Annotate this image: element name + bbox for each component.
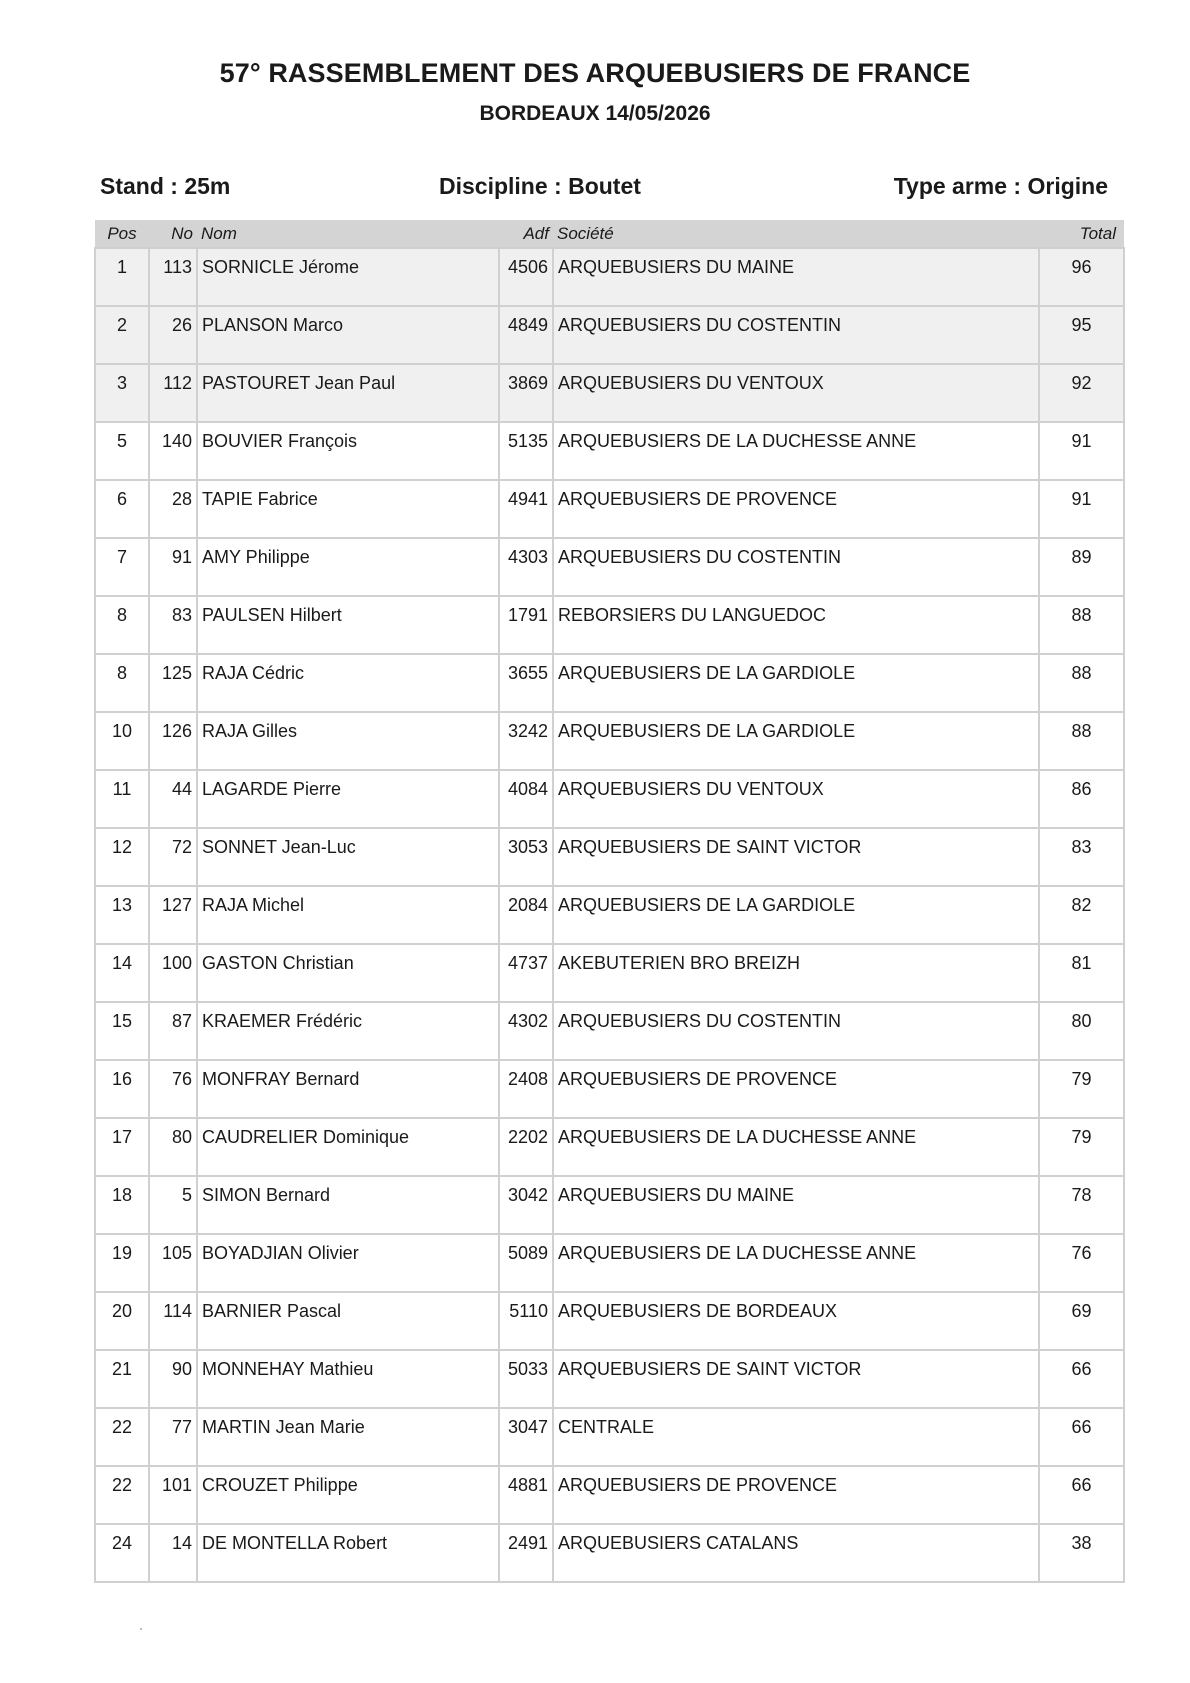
cell-total: 91	[1039, 422, 1124, 480]
cell-pos: 5	[95, 422, 149, 480]
cell-societe: ARQUEBUSIERS CATALANS	[553, 1524, 1039, 1582]
cell-pos: 8	[95, 654, 149, 712]
cell-pos: 8	[95, 596, 149, 654]
col-header-nom: Nom	[197, 220, 499, 248]
table-row	[95, 538, 1124, 596]
cell-nom: PASTOURET Jean Paul	[197, 364, 499, 422]
cell-pos: 21	[95, 1350, 149, 1408]
cell-adf: 3242	[499, 712, 553, 770]
cell-pos: 14	[95, 944, 149, 1002]
cell-no: 80	[149, 1118, 197, 1176]
cell-total: 66	[1039, 1466, 1124, 1524]
cell-nom: TAPIE Fabrice	[197, 480, 499, 538]
table-row	[95, 1292, 1124, 1350]
table-row	[95, 1350, 1124, 1408]
weapon-type-label: Type arme : Origine	[893, 173, 1108, 199]
cell-nom: SIMON Bernard	[197, 1176, 499, 1234]
cell-nom: RAJA Cédric	[197, 654, 499, 712]
col-header-no: No	[149, 220, 197, 248]
cell-pos: 13	[95, 886, 149, 944]
cell-total: 96	[1039, 248, 1124, 306]
cell-nom: LAGARDE Pierre	[197, 770, 499, 828]
cell-societe: ARQUEBUSIERS DU VENTOUX	[553, 770, 1039, 828]
cell-adf: 4303	[499, 538, 553, 596]
cell-nom: PAULSEN Hilbert	[197, 596, 499, 654]
cell-societe: ARQUEBUSIERS DU COSTENTIN	[553, 538, 1039, 596]
cell-no: 90	[149, 1350, 197, 1408]
cell-nom: MONNEHAY Mathieu	[197, 1350, 499, 1408]
cell-societe: ARQUEBUSIERS DU VENTOUX	[553, 364, 1039, 422]
cell-no: 105	[149, 1234, 197, 1292]
cell-no: 125	[149, 654, 197, 712]
cell-total: 81	[1039, 944, 1124, 1002]
cell-pos: 20	[95, 1292, 149, 1350]
table-row	[95, 828, 1124, 886]
table-header-row	[95, 220, 1124, 248]
table-row	[95, 1002, 1124, 1060]
cell-adf: 2408	[499, 1060, 553, 1118]
cell-no: 112	[149, 364, 197, 422]
cell-pos: 11	[95, 770, 149, 828]
cell-total: 66	[1039, 1350, 1124, 1408]
cell-nom: CAUDRELIER Dominique	[197, 1118, 499, 1176]
cell-adf: 4941	[499, 480, 553, 538]
cell-nom: RAJA Michel	[197, 886, 499, 944]
cell-no: 77	[149, 1408, 197, 1466]
cell-pos: 10	[95, 712, 149, 770]
table-row	[95, 770, 1124, 828]
cell-total: 66	[1039, 1408, 1124, 1466]
discipline-label: Discipline : Boutet	[439, 173, 641, 199]
table-row	[95, 422, 1124, 480]
table-row	[95, 1524, 1124, 1582]
cell-total: 38	[1039, 1524, 1124, 1582]
table-row	[95, 480, 1124, 538]
cell-pos: 19	[95, 1234, 149, 1292]
cell-nom: MONFRAY Bernard	[197, 1060, 499, 1118]
cell-adf: 3869	[499, 364, 553, 422]
cell-societe: ARQUEBUSIERS DU MAINE	[553, 1176, 1039, 1234]
cell-pos: 15	[95, 1002, 149, 1060]
cell-pos: 6	[95, 480, 149, 538]
table-row	[95, 712, 1124, 770]
table-row	[95, 1176, 1124, 1234]
cell-societe: ARQUEBUSIERS DE SAINT VICTOR	[553, 828, 1039, 886]
cell-adf: 4506	[499, 248, 553, 306]
cell-societe: ARQUEBUSIERS DU COSTENTIN	[553, 1002, 1039, 1060]
cell-no: 76	[149, 1060, 197, 1118]
cell-societe: ARQUEBUSIERS DE PROVENCE	[553, 1060, 1039, 1118]
cell-pos: 17	[95, 1118, 149, 1176]
cell-pos: 16	[95, 1060, 149, 1118]
cell-adf: 3047	[499, 1408, 553, 1466]
cell-societe: ARQUEBUSIERS DU MAINE	[553, 248, 1039, 306]
cell-nom: KRAEMER Frédéric	[197, 1002, 499, 1060]
cell-total: 79	[1039, 1060, 1124, 1118]
cell-societe: ARQUEBUSIERS DU COSTENTIN	[553, 306, 1039, 364]
cell-societe: CENTRALE	[553, 1408, 1039, 1466]
cell-total: 76	[1039, 1234, 1124, 1292]
cell-nom: CROUZET Philippe	[197, 1466, 499, 1524]
cell-adf: 4849	[499, 306, 553, 364]
cell-no: 91	[149, 538, 197, 596]
cell-total: 92	[1039, 364, 1124, 422]
cell-societe: ARQUEBUSIERS DE LA GARDIOLE	[553, 886, 1039, 944]
cell-pos: 7	[95, 538, 149, 596]
cell-nom: BARNIER Pascal	[197, 1292, 499, 1350]
table-row	[95, 1234, 1124, 1292]
table-row	[95, 1466, 1124, 1524]
cell-societe: ARQUEBUSIERS DE BORDEAUX	[553, 1292, 1039, 1350]
cell-no: 127	[149, 886, 197, 944]
cell-total: 88	[1039, 654, 1124, 712]
cell-total: 80	[1039, 1002, 1124, 1060]
cell-no: 72	[149, 828, 197, 886]
cell-pos: 22	[95, 1466, 149, 1524]
cell-adf: 2084	[499, 886, 553, 944]
cell-societe: AKEBUTERIEN BRO BREIZH	[553, 944, 1039, 1002]
cell-adf: 4084	[499, 770, 553, 828]
cell-no: 5	[149, 1176, 197, 1234]
cell-adf: 4737	[499, 944, 553, 1002]
table-row	[95, 654, 1124, 712]
cell-adf: 3042	[499, 1176, 553, 1234]
cell-total: 79	[1039, 1118, 1124, 1176]
cell-total: 78	[1039, 1176, 1124, 1234]
cell-total: 86	[1039, 770, 1124, 828]
cell-adf: 5110	[499, 1292, 553, 1350]
cell-total: 88	[1039, 712, 1124, 770]
cell-adf: 3053	[499, 828, 553, 886]
cell-no: 101	[149, 1466, 197, 1524]
cell-societe: ARQUEBUSIERS DE PROVENCE	[553, 480, 1039, 538]
cell-no: 83	[149, 596, 197, 654]
table-row	[95, 1060, 1124, 1118]
cell-total: 91	[1039, 480, 1124, 538]
table-row	[95, 886, 1124, 944]
col-header-societe: Société	[553, 220, 1039, 248]
table-row	[95, 1118, 1124, 1176]
cell-no: 114	[149, 1292, 197, 1350]
cell-total: 88	[1039, 596, 1124, 654]
cell-total: 69	[1039, 1292, 1124, 1350]
col-header-adf: Adf	[499, 220, 553, 248]
cell-no: 87	[149, 1002, 197, 1060]
cell-adf: 2491	[499, 1524, 553, 1582]
cell-total: 95	[1039, 306, 1124, 364]
cell-societe: ARQUEBUSIERS DE LA GARDIOLE	[553, 654, 1039, 712]
stand-label: Stand : 25m	[100, 173, 231, 199]
cell-nom: DE MONTELLA Robert	[197, 1524, 499, 1582]
cell-no: 140	[149, 422, 197, 480]
cell-societe: ARQUEBUSIERS DE LA GARDIOLE	[553, 712, 1039, 770]
cell-adf: 3655	[499, 654, 553, 712]
cell-nom: RAJA Gilles	[197, 712, 499, 770]
cell-nom: BOYADJIAN Olivier	[197, 1234, 499, 1292]
cell-no: 26	[149, 306, 197, 364]
cell-no: 113	[149, 248, 197, 306]
cell-pos: 1	[95, 248, 149, 306]
page-title: 57° RASSEMBLEMENT DES ARQUEBUSIERS DE FRANCE	[219, 58, 971, 88]
cell-pos: 22	[95, 1408, 149, 1466]
cell-societe: REBORSIERS DU LANGUEDOC	[553, 596, 1039, 654]
col-header-total: Total	[1039, 220, 1124, 248]
cell-adf: 5135	[499, 422, 553, 480]
table-row	[95, 1408, 1124, 1466]
cell-total: 89	[1039, 538, 1124, 596]
cell-no: 44	[149, 770, 197, 828]
cell-societe: ARQUEBUSIERS DE LA DUCHESSE ANNE	[553, 422, 1039, 480]
results-body	[95, 248, 1124, 1582]
cell-no: 14	[149, 1524, 197, 1582]
cell-nom: PLANSON Marco	[197, 306, 499, 364]
cell-no: 28	[149, 480, 197, 538]
cell-pos: 12	[95, 828, 149, 886]
table-row	[95, 944, 1124, 1002]
cell-adf: 5033	[499, 1350, 553, 1408]
cell-adf: 5089	[499, 1234, 553, 1292]
cell-nom: GASTON Christian	[197, 944, 499, 1002]
results-table	[94, 220, 1125, 1583]
col-header-pos: Pos	[95, 220, 149, 248]
table-row	[95, 306, 1124, 364]
cell-societe: ARQUEBUSIERS DE SAINT VICTOR	[553, 1350, 1039, 1408]
competition-info	[100, 173, 1108, 203]
cell-total: 83	[1039, 828, 1124, 886]
cell-nom: AMY Philippe	[197, 538, 499, 596]
cell-pos: 24	[95, 1524, 149, 1582]
table-row	[95, 248, 1124, 306]
cell-pos: 18	[95, 1176, 149, 1234]
cell-nom: MARTIN Jean Marie	[197, 1408, 499, 1466]
cell-no: 126	[149, 712, 197, 770]
cell-nom: SONNET Jean-Luc	[197, 828, 499, 886]
cell-pos: 2	[95, 306, 149, 364]
cell-pos: 3	[95, 364, 149, 422]
cell-total: 82	[1039, 886, 1124, 944]
cell-adf: 4302	[499, 1002, 553, 1060]
page-subtitle: BORDEAUX 14/05/2026	[479, 102, 711, 125]
cell-nom: SORNICLE Jérome	[197, 248, 499, 306]
cell-adf: 4881	[499, 1466, 553, 1524]
cell-societe: ARQUEBUSIERS DE LA DUCHESSE ANNE	[553, 1118, 1039, 1176]
cell-societe: ARQUEBUSIERS DE LA DUCHESSE ANNE	[553, 1234, 1039, 1292]
cell-no: 100	[149, 944, 197, 1002]
cell-societe: ARQUEBUSIERS DE PROVENCE	[553, 1466, 1039, 1524]
cell-adf: 1791	[499, 596, 553, 654]
cell-adf: 2202	[499, 1118, 553, 1176]
scan-speck	[140, 1628, 142, 1630]
cell-nom: BOUVIER François	[197, 422, 499, 480]
table-row	[95, 364, 1124, 422]
table-row	[95, 596, 1124, 654]
